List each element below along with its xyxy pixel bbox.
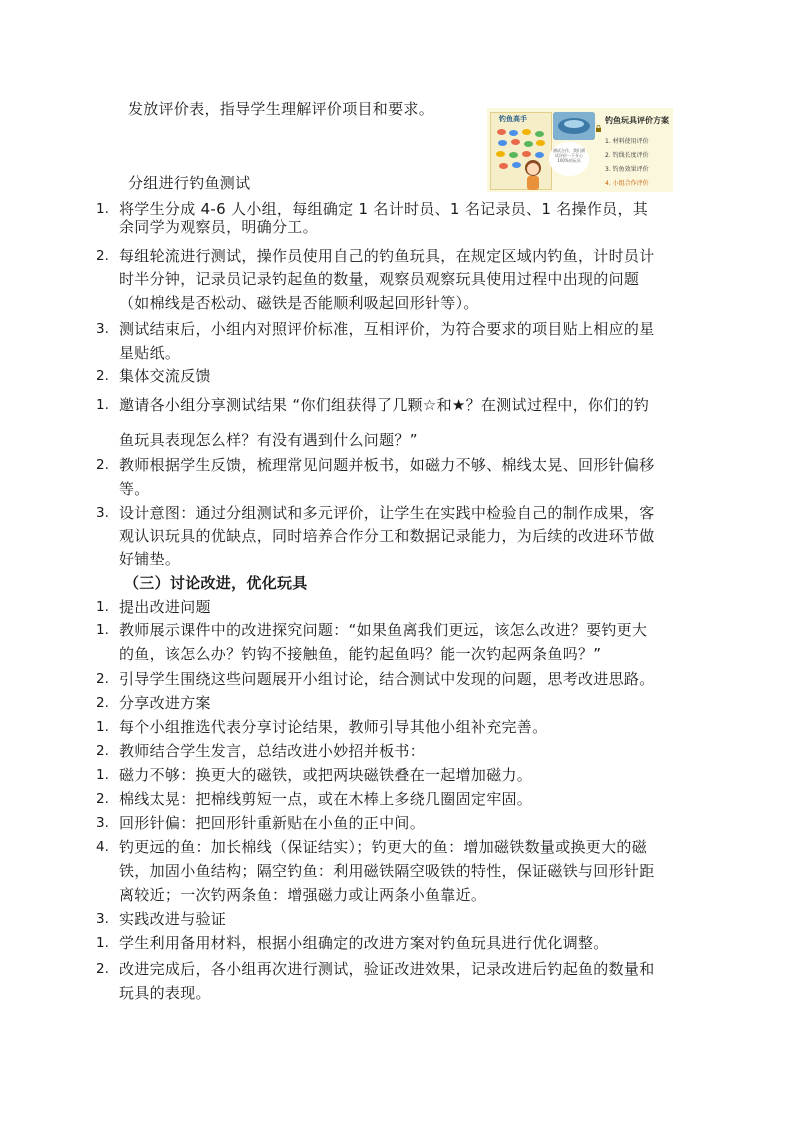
list-number: 2. <box>96 961 109 977</box>
line-text: 设计意图：通过分组测试和多元评价，让学生在实践中检验自己的制作成果，客 <box>119 504 655 522</box>
line-text: 的鱼，该怎么办？钓钩不接触鱼，能钓起鱼吗？能一次钓起两条鱼吗？” <box>119 645 602 663</box>
slide-item: 4. 小组合作评价 <box>605 180 649 187</box>
text-line <box>0 834 794 860</box>
poster-title: 钓鱼高手 <box>499 115 527 123</box>
slide-item: 1. 材料使用评价 <box>605 138 649 145</box>
line-text: 每个小组推选代表分享讨论结果，教师引导其他小组补充完善。 <box>119 718 548 736</box>
text-line <box>0 570 794 596</box>
line-text: 学生利用备用材料，根据小组确定的改进方案对钓鱼玩具进行优化调整。 <box>119 934 609 952</box>
line-text: 集体交流反馈 <box>119 367 211 385</box>
line-text: （如棉线是否松动、磁铁是否能顺利吸起回形针等）。 <box>119 294 479 312</box>
text-line <box>0 690 794 716</box>
line-text: 教师结合学生发言，总结改进小妙招并板书： <box>119 742 426 760</box>
text-line <box>0 316 794 342</box>
line-text: 分享改进方案 <box>119 694 211 712</box>
text-line <box>0 546 794 572</box>
line-text: 引导学生围绕这些问题展开小组讨论，结合测试中发现的问题，思考改进思路。 <box>119 670 655 688</box>
line-text: 磁力不够：换更大的磁铁，或把两块磁铁叠在一起增加磁力。 <box>119 766 533 784</box>
text-line <box>0 930 794 956</box>
text-line <box>0 956 794 982</box>
list-number: 2. <box>96 671 109 687</box>
list-number: 1. <box>96 201 109 217</box>
line-text: 邀请各小组分享测试结果 “你们组获得了几颗☆和★？在测试过程中，你们的钓 <box>119 396 650 414</box>
list-number: 3. <box>96 815 109 831</box>
line-text: 改进完成后，各小组再次进行测试，验证改进效果，记录改进后钓起鱼的数量和 <box>119 960 655 978</box>
text-line <box>0 906 794 932</box>
text-line <box>0 427 794 453</box>
list-number: 4. <box>96 839 109 855</box>
list-number: 2. <box>96 791 109 807</box>
text-line <box>0 617 794 643</box>
line-text: 棉线太晃：把棉线剪短一点，或在木棒上多绕几圈固定牢固。 <box>119 790 533 808</box>
line-text: 等。 <box>119 480 150 498</box>
list-number: 2. <box>96 457 109 473</box>
line-text: 发放评价表，指导学生理解评价项目和要求。 <box>128 100 435 118</box>
slide-item: 3. 钓鱼效果评价 <box>605 166 649 173</box>
line-text: 玩具的表现。 <box>119 984 211 1002</box>
line-text: 实践改进与验证 <box>119 910 227 928</box>
line-text: 教师根据学生反馈，梳理常见问题并板书，如磁力不够、棉线太晃、回形针偏移 <box>119 456 655 474</box>
text-line <box>0 786 794 812</box>
text-line <box>0 392 794 418</box>
text-line <box>0 714 794 740</box>
line-text: 鱼玩具表现怎么样？有没有遇到什么问题？” <box>119 431 418 449</box>
line-text: 时半分钟，记录员记录钓起鱼的数量，观察员观察玩具使用过程中出现的问题 <box>119 270 640 288</box>
section-heading: （三）讨论改进，优化玩具 <box>124 574 308 592</box>
line-text: 余同学为观察员，明确分工。 <box>119 218 318 236</box>
line-text: 提出改进问题 <box>119 598 211 616</box>
text-line <box>0 810 794 836</box>
slide-title: 钓鱼玩具评价方案 <box>605 116 669 125</box>
text-line <box>0 980 794 1006</box>
line-text: 测试结束后，小组内对照评价标准，互相评价，为符合要求的项目贴上相应的星 <box>119 320 655 338</box>
line-text: 回形针偏：把回形针重新贴在小鱼的正中间。 <box>119 814 426 832</box>
text-line <box>0 452 794 478</box>
line-text: 将学生分成 4-6 人小组，每组确定 1 名计时员、1 名记录员、1 名操作员，其 <box>119 200 649 218</box>
text-line <box>0 762 794 788</box>
text-line <box>0 476 794 502</box>
line-text: 钓更远的鱼：加长棉线（保证结实）；钓更大的鱼：增加磁铁数量或换更大的磁 <box>119 838 648 856</box>
text-line <box>0 96 794 122</box>
list-number: 1. <box>96 397 109 413</box>
line-text: 星贴纸。 <box>119 344 181 362</box>
speech-bubble: 测试合作，我们测试评价一下开心100%的玩具 <box>549 142 589 176</box>
list-number: 1. <box>96 719 109 735</box>
list-number: 3. <box>96 505 109 521</box>
list-number: 2. <box>96 368 109 384</box>
list-number: 1. <box>96 622 109 638</box>
line-text: 铁，加固小鱼结构；隔空钓鱼：利用磁铁隔空吸铁的特性，保证磁铁与回形针距 <box>119 862 655 880</box>
text-line <box>0 266 794 292</box>
text-line <box>0 738 794 764</box>
list-number: 1. <box>96 599 109 615</box>
slide-item: 2. 钓线长度评价 <box>605 152 649 159</box>
text-line <box>0 882 794 908</box>
list-number: 2. <box>96 248 109 264</box>
text-line <box>0 641 794 667</box>
list-number: 1. <box>96 767 109 783</box>
line-text: 每组轮流进行测试，操作员使用自己的钓鱼玩具，在规定区域内钓鱼，计时员计 <box>119 247 655 265</box>
list-number: 2. <box>96 695 109 711</box>
line-text: 观认识玩具的优缺点，同时培养合作分工和数据记录能力，为后续的改进环节做 <box>119 527 655 545</box>
list-number: 3. <box>96 911 109 927</box>
list-number: 1. <box>96 935 109 951</box>
line-text: 离较近；一次钓两条鱼：增强磁力或让两条小鱼靠近。 <box>119 886 487 904</box>
text-line <box>0 290 794 316</box>
line-text: 教师展示课件中的改进探究问题：“如果鱼离我们更远，该怎么改进？要钓更大 <box>119 621 648 639</box>
list-number: 2. <box>96 743 109 759</box>
line-text: 好铺垫。 <box>119 550 181 568</box>
text-line <box>0 666 794 692</box>
text-line <box>0 858 794 884</box>
list-number: 3. <box>96 321 109 337</box>
text-line <box>0 363 794 389</box>
line-text: 分组进行钓鱼测试 <box>128 174 251 192</box>
text-line <box>0 214 794 240</box>
text-line <box>0 170 794 196</box>
